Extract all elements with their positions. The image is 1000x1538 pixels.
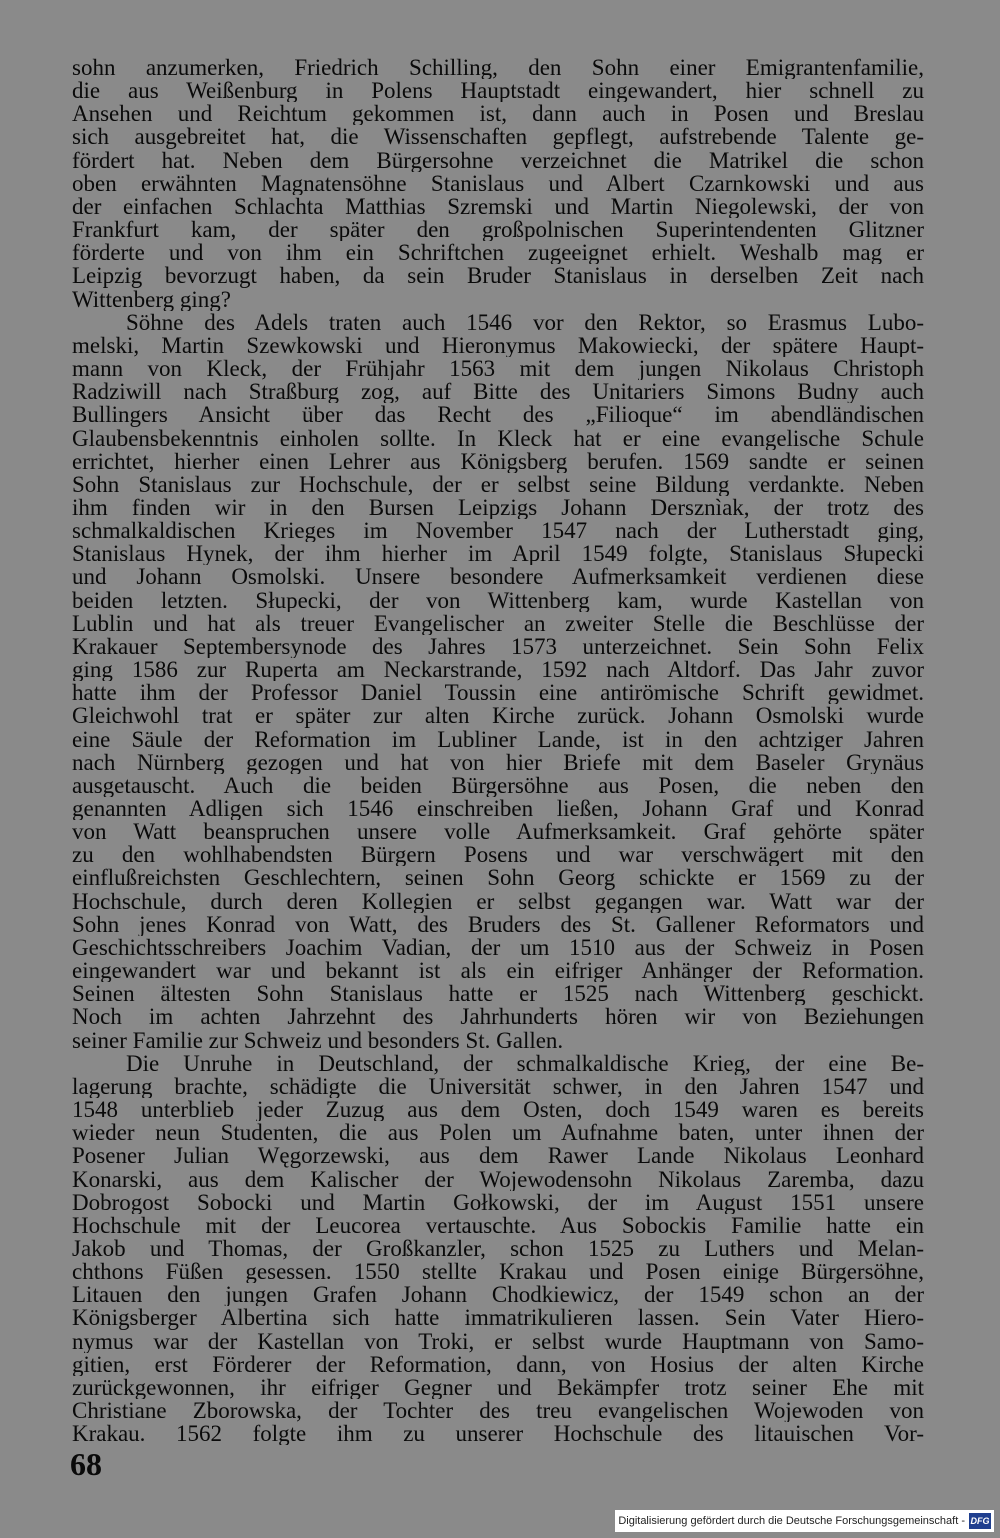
text-line: ihm finden wir in den Bursen Leipzigs Johann Dersznìak, der trotz des: [72, 495, 924, 520]
text-line: von Watt beanspruchen unsere volle Aufmerksamkeit. Graf gehörte später: [72, 820, 924, 844]
text-line: Sohn jenes Konrad von Watt, des Bruders des St. Gallener Reformators und: [72, 912, 924, 936]
text-line: nymus war der Kastellan von Troki, er selbst wurde Hauptmann von Samo-: [72, 1329, 924, 1353]
text-line: mann von Kleck, der Frühjahr 1563 mit dem jungen Nikolaus Christoph: [72, 357, 924, 381]
text-line: zurückgewonnen, ihr eifriger Gegner und Bekämpfer trotz seiner Ehe mit: [72, 1375, 924, 1400]
text-line: Söhne des Adels traten auch 1546 vor den Rektor, so Erasmus Lubo-: [126, 310, 924, 334]
text-line: Glaubensbekenntnis einholen sollte. In Kleck hat er eine evangelische Schule: [72, 426, 924, 450]
text-line: seiner Familie zur Schweiz und besonders St. Gallen.: [72, 1028, 564, 1052]
text-line: gitien, erst Förderer der Reformation, dann, von Hosius der alten Kirche: [72, 1352, 924, 1376]
text-line: Stanislaus Hynek, der ihm hierher im April 1549 folgte, Stanislaus Słupecki: [72, 542, 924, 566]
footer-text: Digitalisierung gefördert durch die Deutsche Forschungsgemeinschaft -: [618, 1515, 965, 1527]
text-line: Bullingers Ansicht über das Recht des „Filioque“ im abendländischen: [72, 403, 924, 427]
text-line: Leipzig bevorzugt haben, da sein Bruder Stanislaus in derselben Zeit nach: [72, 264, 924, 288]
footer-credit: [615, 1510, 994, 1532]
text-line: Christiane Zborowska, der Tochter des treu evangelischen Wojewoden von: [72, 1399, 924, 1423]
text-line: Hochschule, durch deren Kollegien er selbst gegangen war. Watt war der: [72, 889, 924, 913]
text-line: eine Säule der Reformation im Lubliner Lande, ist in den achtziger Jahren: [72, 727, 924, 751]
text-line: lagerung brachte, schädigte die Universität schwer, in den Jahren 1547 und: [72, 1074, 924, 1099]
text-line: schmalkaldischen Krieges im November 1547 nach der Lutherstadt ging,: [72, 519, 924, 543]
text-line: errichtet, hierher einen Lehrer aus Königsberg berufen. 1569 sandte er seinen: [72, 449, 924, 473]
text-line: Krakau. 1562 folgte ihm zu unserer Hochschule des litauischen Vor-: [72, 1422, 924, 1446]
text-line: Seinen ältesten Sohn Stanislaus hatte er 1525 nach Wittenberg geschickt.: [72, 982, 924, 1006]
text-line: beiden letzten. Słupecki, der von Wittenberg kam, wurde Kastellan von: [72, 588, 924, 612]
text-line: sohn anzumerken, Friedrich Schilling, den Sohn einer Emigrantenfamilie,: [72, 56, 924, 80]
text-line: nach Nürnberg gezogen und hat von hier Briefe mit dem Baseler Grynäus: [72, 750, 924, 774]
text-line: Posener Julian Węgorzewski, aus dem Rawer Lande Nikolaus Leonhard: [72, 1144, 924, 1168]
text-line: und Johann Osmolski. Unsere besondere Aufmerksamkeit verdienen diese: [72, 565, 924, 589]
text-line: melski, Martin Szewkowski und Hieronymus Makowiecki, der spätere Haupt-: [72, 333, 924, 358]
text-line: Hochschule mit der Leucorea vertauschte. Aus Sobockis Familie hatte ein: [72, 1213, 924, 1237]
text-line: fördert hat. Neben dem Bürgersohne verzeichnet die Matrikel die schon: [72, 148, 924, 172]
text-line: Dobrogost Sobocki und Martin Gołkowski, der im August 1551 unsere: [72, 1190, 924, 1214]
text-line: hatte ihm der Professor Daniel Toussin eine antirömische Schrift gewidmet.: [72, 681, 924, 705]
text-line: 1548 unterblieb jeder Zuzug aus dem Osten, doch 1549 waren es bereits: [72, 1098, 924, 1122]
text-line: Jakob und Thomas, der Großkanzler, schon 1525 zu Luthers und Melan-: [72, 1236, 924, 1261]
text-line: Ansehen und Reichtum gekommen ist, dann auch in Posen und Breslau: [72, 102, 924, 126]
text-line: oben erwähnten Magnatensöhne Stanislaus und Albert Czarnkowski und aus: [72, 171, 924, 195]
text-line: die aus Weißenburg in Polens Hauptstadt eingewandert, hier schnell zu: [72, 79, 924, 103]
text-line: Geschichtsschreibers Joachim Vadian, der um 1510 aus der Schweiz in Posen: [72, 935, 924, 960]
text-line: ausgetauscht. Auch die beiden Bürgersöhne aus Posen, die neben den: [72, 773, 924, 797]
text-line: Frankfurt kam, der später den großpolnischen Superintendenten Glitzner: [72, 218, 924, 242]
text-line: wieder neun Studenten, die aus Polen um Aufnahme baten, unter ihnen der: [72, 1121, 924, 1145]
text-line: der einfachen Schlachta Matthias Szremski und Martin Niegolewski, der von: [72, 194, 924, 219]
text-line: einflußreichsten Geschlechtern, seinen Sohn Georg schickte er 1569 zu der: [72, 866, 924, 890]
text-line: Radziwill nach Straßburg zog, auf Bitte des Unitariers Simons Budny auch: [72, 380, 924, 404]
text-line: Lublin und hat als treuer Evangelischer an zweiter Stelle die Beschlüsse der: [72, 611, 924, 635]
text-line: Die Unruhe in Deutschland, der schmalkaldische Krieg, der eine Be-: [126, 1051, 924, 1075]
text-line: förderte und von ihm ein Schriftchen zugeeignet erhielt. Weshalb mag er: [72, 241, 924, 265]
text-line: Krakauer Septembersynode des Jahres 1573 unterzeichnet. Sein Sohn Felix: [72, 634, 924, 659]
text-line: zu den wohlhabendsten Bürgern Posens und war verschwägert mit den: [72, 843, 924, 867]
body-text: [72, 56, 924, 1445]
text-line: Konarski, aus dem Kalischer der Wojewodensohn Nikolaus Zaremba, dazu: [72, 1167, 924, 1191]
text-line: Gleichwohl trat er später zur alten Kirche zurück. Johann Osmolski wurde: [72, 704, 924, 728]
text-line: sich ausgebreitet hat, die Wissenschaften gepflegt, aufstrebende Talente ge-: [72, 125, 924, 149]
text-line: ging 1586 zur Ruperta am Neckarstrande, 1592 nach Altdorf. Das Jahr zuvor: [72, 658, 924, 682]
text-line: Wittenberg ging?: [72, 287, 231, 311]
text-line: Sohn Stanislaus zur Hochschule, der er selbst seine Bildung verdankte. Neben: [72, 472, 924, 496]
text-line: eingewandert war und bekannt ist als ein eifriger Anhänger der Reformation.: [72, 959, 924, 983]
text-line: Königsberger Albertina sich hatte immatrikulieren lassen. Sein Vater Hiero-: [72, 1306, 924, 1330]
text-line: Litauen den jungen Grafen Johann Chodkiewicz, der 1549 schon an der: [72, 1283, 924, 1307]
dfg-logo-icon: DFG: [969, 1513, 991, 1529]
text-line: Noch im achten Jahrzehnt des Jahrhunderts hören wir von Beziehungen: [72, 1005, 924, 1029]
text-line: genannten Adligen sich 1546 einschreiben ließen, Johann Graf und Konrad: [72, 797, 924, 821]
page-number: 68: [70, 1446, 102, 1482]
text-line: chthons Füßen gesessen. 1550 stellte Krakau und Posen einige Bürgersöhne,: [72, 1260, 924, 1284]
